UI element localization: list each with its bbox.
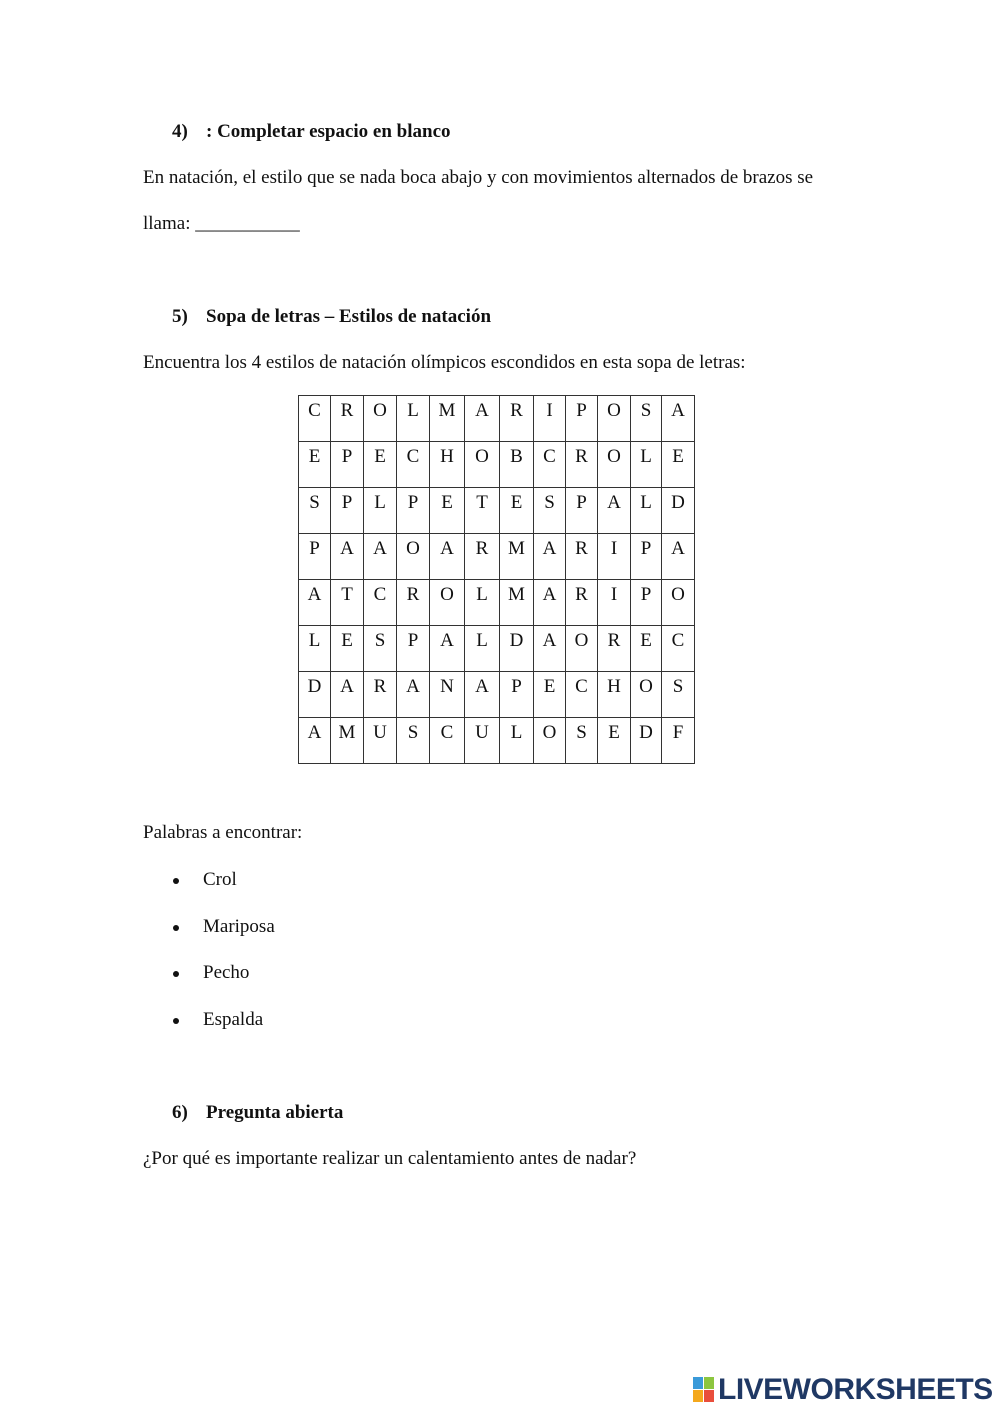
bullet-icon [173, 1018, 179, 1024]
grid-cell: H [598, 672, 631, 718]
grid-cell: L [299, 626, 331, 672]
grid-cell: M [430, 396, 465, 442]
grid-cell: D [299, 672, 331, 718]
grid-cell: P [631, 580, 662, 626]
grid-cell: P [331, 488, 364, 534]
grid-cell: E [430, 488, 465, 534]
grid-cell: I [598, 534, 631, 580]
grid-cell: E [534, 672, 566, 718]
grid-cell: L [500, 718, 534, 764]
grid-cell: M [500, 534, 534, 580]
grid-cell: R [465, 534, 500, 580]
grid-cell: O [598, 442, 631, 488]
grid-cell: S [566, 718, 598, 764]
grid-cell: E [631, 626, 662, 672]
grid-cell: A [397, 672, 430, 718]
grid-cell: P [331, 442, 364, 488]
grid-row [299, 580, 695, 626]
grid-cell: S [534, 488, 566, 534]
q5-heading [172, 306, 491, 328]
grid-cell: E [500, 488, 534, 534]
word-list [143, 869, 543, 1055]
grid-cell: S [631, 396, 662, 442]
grid-cell: N [430, 672, 465, 718]
grid-cell: A [534, 580, 566, 626]
grid-cell: A [534, 626, 566, 672]
grid-row [299, 442, 695, 488]
grid-cell: L [465, 580, 500, 626]
grid-cell: U [465, 718, 500, 764]
grid-cell: D [500, 626, 534, 672]
q6-heading [172, 1102, 343, 1124]
grid-cell: L [631, 442, 662, 488]
grid-cell: O [598, 396, 631, 442]
grid-cell: C [397, 442, 430, 488]
word-list-item [143, 962, 543, 1009]
grid-cell: O [566, 626, 598, 672]
grid-cell: B [500, 442, 534, 488]
bullet-icon [173, 971, 179, 977]
liveworksheets-mark-icon [693, 1377, 715, 1403]
grid-cell: A [299, 580, 331, 626]
grid-cell: C [662, 626, 695, 672]
grid-row [299, 534, 695, 580]
grid-cell: A [465, 672, 500, 718]
grid-cell: A [465, 396, 500, 442]
grid-cell: O [631, 672, 662, 718]
grid-cell: R [331, 396, 364, 442]
grid-row [299, 488, 695, 534]
grid-cell: A [430, 626, 465, 672]
brand-name: LIVEWORKSHEETS [718, 1373, 993, 1406]
word-search-grid [298, 395, 695, 764]
grid-cell: P [299, 534, 331, 580]
grid-cell: R [598, 626, 631, 672]
grid-cell: F [662, 718, 695, 764]
grid-cell: P [566, 488, 598, 534]
grid-cell: I [598, 580, 631, 626]
q4-text-line1: En natación, el estilo que se nada boca abajo y con movimientos alternados de brazos se [143, 167, 814, 188]
grid-cell: T [465, 488, 500, 534]
grid-cell: C [299, 396, 331, 442]
grid-cell: P [397, 626, 430, 672]
bullet-icon [173, 878, 179, 884]
word-text: Espalda [203, 1008, 264, 1030]
word-text: Mariposa [203, 915, 275, 937]
q6-number: 6) [172, 1102, 188, 1123]
grid-cell: E [662, 442, 695, 488]
grid-cell: D [662, 488, 695, 534]
grid-cell: S [364, 626, 397, 672]
word-text: Crol [203, 869, 237, 890]
grid-cell: E [598, 718, 631, 764]
grid-row [299, 672, 695, 718]
grid-cell: L [397, 396, 430, 442]
grid-cell: O [465, 442, 500, 488]
words-label: Palabras a encontrar: [143, 822, 303, 843]
word-text: Pecho [203, 962, 250, 983]
q4-text-line2: llama: ___________ [143, 213, 300, 234]
grid-cell: C [430, 718, 465, 764]
grid-cell: R [397, 580, 430, 626]
grid-cell: A [331, 672, 364, 718]
grid-cell: A [534, 534, 566, 580]
grid-cell: P [566, 396, 598, 442]
liveworksheets-logo [693, 1373, 993, 1407]
grid-cell: R [566, 534, 598, 580]
grid-cell: E [299, 442, 331, 488]
grid-cell: M [331, 718, 364, 764]
grid-cell: A [598, 488, 631, 534]
grid-cell: I [534, 396, 566, 442]
q4-heading [172, 121, 451, 143]
word-list-item [143, 916, 543, 963]
grid-cell: D [631, 718, 662, 764]
q6-question: ¿Por qué es importante realizar un calentamiento antes de nadar? [143, 1148, 637, 1169]
grid-cell: C [566, 672, 598, 718]
grid-cell: C [364, 580, 397, 626]
grid-cell: E [364, 442, 397, 488]
grid-cell: O [397, 534, 430, 580]
grid-cell: A [364, 534, 397, 580]
grid-cell: P [397, 488, 430, 534]
grid-cell: S [662, 672, 695, 718]
grid-cell: U [364, 718, 397, 764]
grid-cell: O [662, 580, 695, 626]
grid-cell: A [299, 718, 331, 764]
q5-title: Sopa de letras – Estilos de natación [206, 306, 492, 327]
grid-cell: P [500, 672, 534, 718]
grid-cell: H [430, 442, 465, 488]
grid-cell: C [534, 442, 566, 488]
grid-cell: E [331, 626, 364, 672]
grid-cell: A [662, 534, 695, 580]
grid-cell: L [631, 488, 662, 534]
grid-row [299, 396, 695, 442]
grid-cell: R [566, 580, 598, 626]
grid-cell: R [500, 396, 534, 442]
grid-cell: M [500, 580, 534, 626]
grid-cell: S [299, 488, 331, 534]
grid-cell: O [430, 580, 465, 626]
grid-cell: L [465, 626, 500, 672]
grid-cell: A [331, 534, 364, 580]
grid-cell: L [364, 488, 397, 534]
grid-cell: A [430, 534, 465, 580]
q6-title: Pregunta abierta [206, 1102, 344, 1123]
grid-row [299, 626, 695, 672]
grid-cell: A [662, 396, 695, 442]
grid-cell: R [364, 672, 397, 718]
q5-number: 5) [172, 306, 188, 327]
grid-cell: O [534, 718, 566, 764]
grid-cell: R [566, 442, 598, 488]
q5-instruction: Encuentra los 4 estilos de natación olímpicos escondidos en esta sopa de letras: [143, 352, 746, 373]
q4-title: : Completar espacio en blanco [206, 121, 451, 142]
grid-cell: S [397, 718, 430, 764]
grid-cell: P [631, 534, 662, 580]
word-list-item [143, 869, 543, 916]
grid-cell: T [331, 580, 364, 626]
grid-row [299, 718, 695, 764]
grid-cell: O [364, 396, 397, 442]
q4-number: 4) [172, 121, 188, 142]
bullet-icon [173, 925, 179, 931]
word-list-item [143, 1009, 543, 1056]
